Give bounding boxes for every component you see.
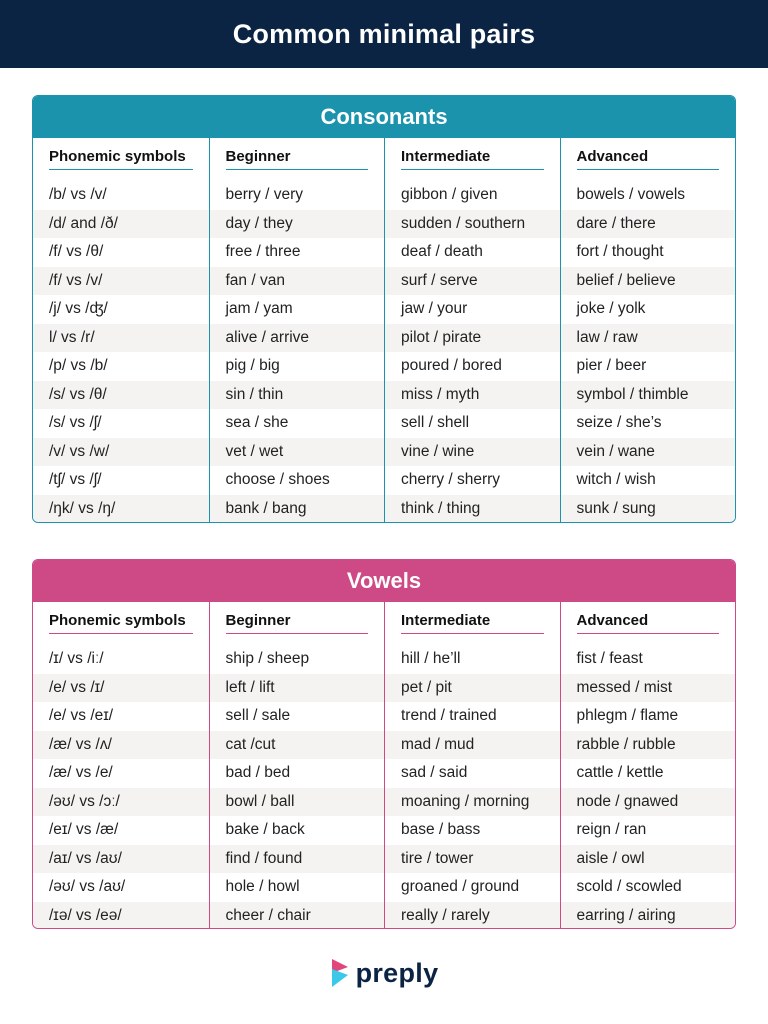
table-cell: miss / myth <box>385 381 560 410</box>
consonants-title: Consonants <box>33 96 735 138</box>
table-cell: day / they <box>210 210 385 239</box>
table-cell: dare / there <box>561 210 736 239</box>
table-cell: fist / feast <box>576 650 643 667</box>
preply-logo <box>0 955 768 991</box>
table-cell: gibbon / given <box>401 186 498 203</box>
table-cell: /ɪə/ vs /eə/ <box>33 902 209 930</box>
vowels-title: Vowels <box>33 560 735 602</box>
column-header-label: Intermediate <box>401 148 544 170</box>
table-cell: hole / howl <box>225 878 300 895</box>
table-cell: surf / serve <box>385 267 560 296</box>
table-cell: /j/ vs /ʤ/ <box>49 300 108 317</box>
table-cell: sea / she <box>225 414 289 431</box>
consonants-table <box>33 138 735 523</box>
table-cell: pet / pit <box>385 674 560 703</box>
consonants-column-3 <box>560 138 736 523</box>
column-header <box>561 602 736 642</box>
table-cell: sunk / sung <box>561 495 736 524</box>
vowels-panel <box>32 559 736 929</box>
table-cell: /s/ vs /ʃ/ <box>49 414 102 431</box>
table-cell: l/ vs /r/ <box>33 324 209 353</box>
table-cell: vine / wine <box>385 438 560 467</box>
column-header <box>210 138 385 178</box>
table-cell: vein / wane <box>561 438 736 467</box>
column-header-label: Beginner <box>226 148 369 170</box>
column-header-label: Phonemic symbols <box>49 148 193 170</box>
table-cell: symbol / thimble <box>561 381 736 410</box>
table-cell: witch / wish <box>576 471 656 488</box>
table-cell: pilot / pirate <box>385 324 560 353</box>
vowels-column-3 <box>560 602 736 929</box>
table-cell: cattle / kettle <box>576 764 664 781</box>
column-rows <box>561 178 736 523</box>
table-cell: cherry / sherry <box>401 471 501 488</box>
table-cell: alive / arrive <box>210 324 385 353</box>
table-cell: /f/ vs /θ/ <box>49 243 104 260</box>
table-cell: /e/ vs /eɪ/ <box>49 707 114 724</box>
table-cell: rabble / rubble <box>561 731 736 760</box>
preply-logo-icon <box>330 957 350 989</box>
table-cell: aisle / owl <box>561 845 736 874</box>
table-cell: jaw / your <box>401 300 468 317</box>
table-cell: hill / he’ll <box>401 650 461 667</box>
table-cell: ship / sheep <box>225 650 310 667</box>
table-cell: berry / very <box>225 186 304 203</box>
consonants-panel <box>32 95 736 523</box>
table-cell: pier / beer <box>576 357 647 374</box>
consonants-column-2 <box>384 138 560 523</box>
column-header <box>33 602 209 642</box>
column-rows <box>210 178 385 523</box>
table-cell: /e/ vs /ɪ/ <box>33 674 209 703</box>
table-cell: bowl / ball <box>210 788 385 817</box>
table-cell: /eɪ/ vs /æ/ <box>49 821 119 838</box>
table-cell: bowels / vowels <box>576 186 686 203</box>
vowels-table <box>33 602 735 929</box>
column-header-label: Intermediate <box>401 612 544 634</box>
table-cell: sell / shell <box>401 414 470 431</box>
table-cell: /æ/ vs /ʌ/ <box>33 731 209 760</box>
table-cell: /æ/ vs /e/ <box>49 764 113 781</box>
column-header-label: Advanced <box>577 612 720 634</box>
table-cell: cheer / chair <box>210 902 385 930</box>
vowels-column-2 <box>384 602 560 929</box>
table-cell: /tʃ/ vs /ʃ/ <box>49 471 102 488</box>
table-cell: pig / big <box>225 357 280 374</box>
page-title: Common minimal pairs <box>232 18 536 49</box>
consonants-column-0 <box>33 138 209 523</box>
table-cell: groaned / ground <box>401 878 520 895</box>
table-cell: joke / yolk <box>576 300 646 317</box>
table-cell: left / lift <box>210 674 385 703</box>
table-cell: sin / thin <box>210 381 385 410</box>
table-cell: node / gnawed <box>561 788 736 817</box>
table-cell: /d/ and /ð/ <box>33 210 209 239</box>
column-header <box>561 138 736 178</box>
table-cell: base / bass <box>401 821 481 838</box>
vowels-column-1 <box>209 602 385 929</box>
table-cell: mad / mud <box>385 731 560 760</box>
table-cell: vet / wet <box>210 438 385 467</box>
table-cell: reign / ran <box>576 821 647 838</box>
table-cell: free / three <box>225 243 301 260</box>
table-cell: belief / believe <box>561 267 736 296</box>
table-cell: sad / said <box>401 764 468 781</box>
table-cell: choose / shoes <box>225 471 330 488</box>
column-rows <box>33 178 209 523</box>
table-cell: scold / scowled <box>576 878 682 895</box>
table-cell: phlegm / flame <box>576 707 679 724</box>
table-cell: deaf / death <box>401 243 483 260</box>
table-cell: bad / bed <box>225 764 291 781</box>
column-rows <box>33 642 209 929</box>
column-header <box>385 602 560 642</box>
vowels-column-0 <box>33 602 209 929</box>
table-cell: cat /cut <box>210 731 385 760</box>
table-cell: /ŋk/ vs /ŋ/ <box>33 495 209 524</box>
column-header-label: Phonemic symbols <box>49 612 193 634</box>
column-header <box>385 138 560 178</box>
table-cell: tire / tower <box>385 845 560 874</box>
table-cell: seize / she’s <box>576 414 662 431</box>
logo-text: preply <box>355 957 439 988</box>
table-cell: /əʊ/ vs /aʊ/ <box>49 878 126 895</box>
column-header <box>33 138 209 178</box>
table-cell: fan / van <box>210 267 385 296</box>
column-header-label: Beginner <box>226 612 369 634</box>
column-rows <box>561 642 736 929</box>
table-cell: poured / bored <box>401 357 502 374</box>
table-cell: /p/ vs /b/ <box>49 357 108 374</box>
table-cell: /ɪ/ vs /iː/ <box>49 650 104 667</box>
table-cell: /aɪ/ vs /aʊ/ <box>33 845 209 874</box>
table-cell: earring / airing <box>561 902 736 930</box>
table-cell: /əʊ/ vs /ɔː/ <box>33 788 209 817</box>
table-cell: moaning / morning <box>385 788 560 817</box>
table-cell: find / found <box>210 845 385 874</box>
table-cell: think / thing <box>385 495 560 524</box>
table-cell: law / raw <box>561 324 736 353</box>
column-rows <box>210 642 385 929</box>
table-cell: sell / sale <box>225 707 291 724</box>
column-header-label: Advanced <box>577 148 720 170</box>
consonants-column-1 <box>209 138 385 523</box>
page-header <box>0 0 768 68</box>
table-cell: sudden / southern <box>385 210 560 239</box>
column-rows <box>385 642 560 929</box>
table-cell: fort / thought <box>576 243 664 260</box>
table-cell: messed / mist <box>561 674 736 703</box>
table-cell: bank / bang <box>210 495 385 524</box>
table-cell: /f/ vs /v/ <box>33 267 209 296</box>
table-cell: /v/ vs /w/ <box>33 438 209 467</box>
table-cell: bake / back <box>225 821 305 838</box>
table-cell: /s/ vs /θ/ <box>33 381 209 410</box>
column-rows <box>385 178 560 523</box>
table-cell: /b/ vs /v/ <box>49 186 107 203</box>
table-cell: trend / trained <box>401 707 497 724</box>
table-cell: really / rarely <box>385 902 560 930</box>
column-header <box>210 602 385 642</box>
table-cell: jam / yam <box>225 300 293 317</box>
